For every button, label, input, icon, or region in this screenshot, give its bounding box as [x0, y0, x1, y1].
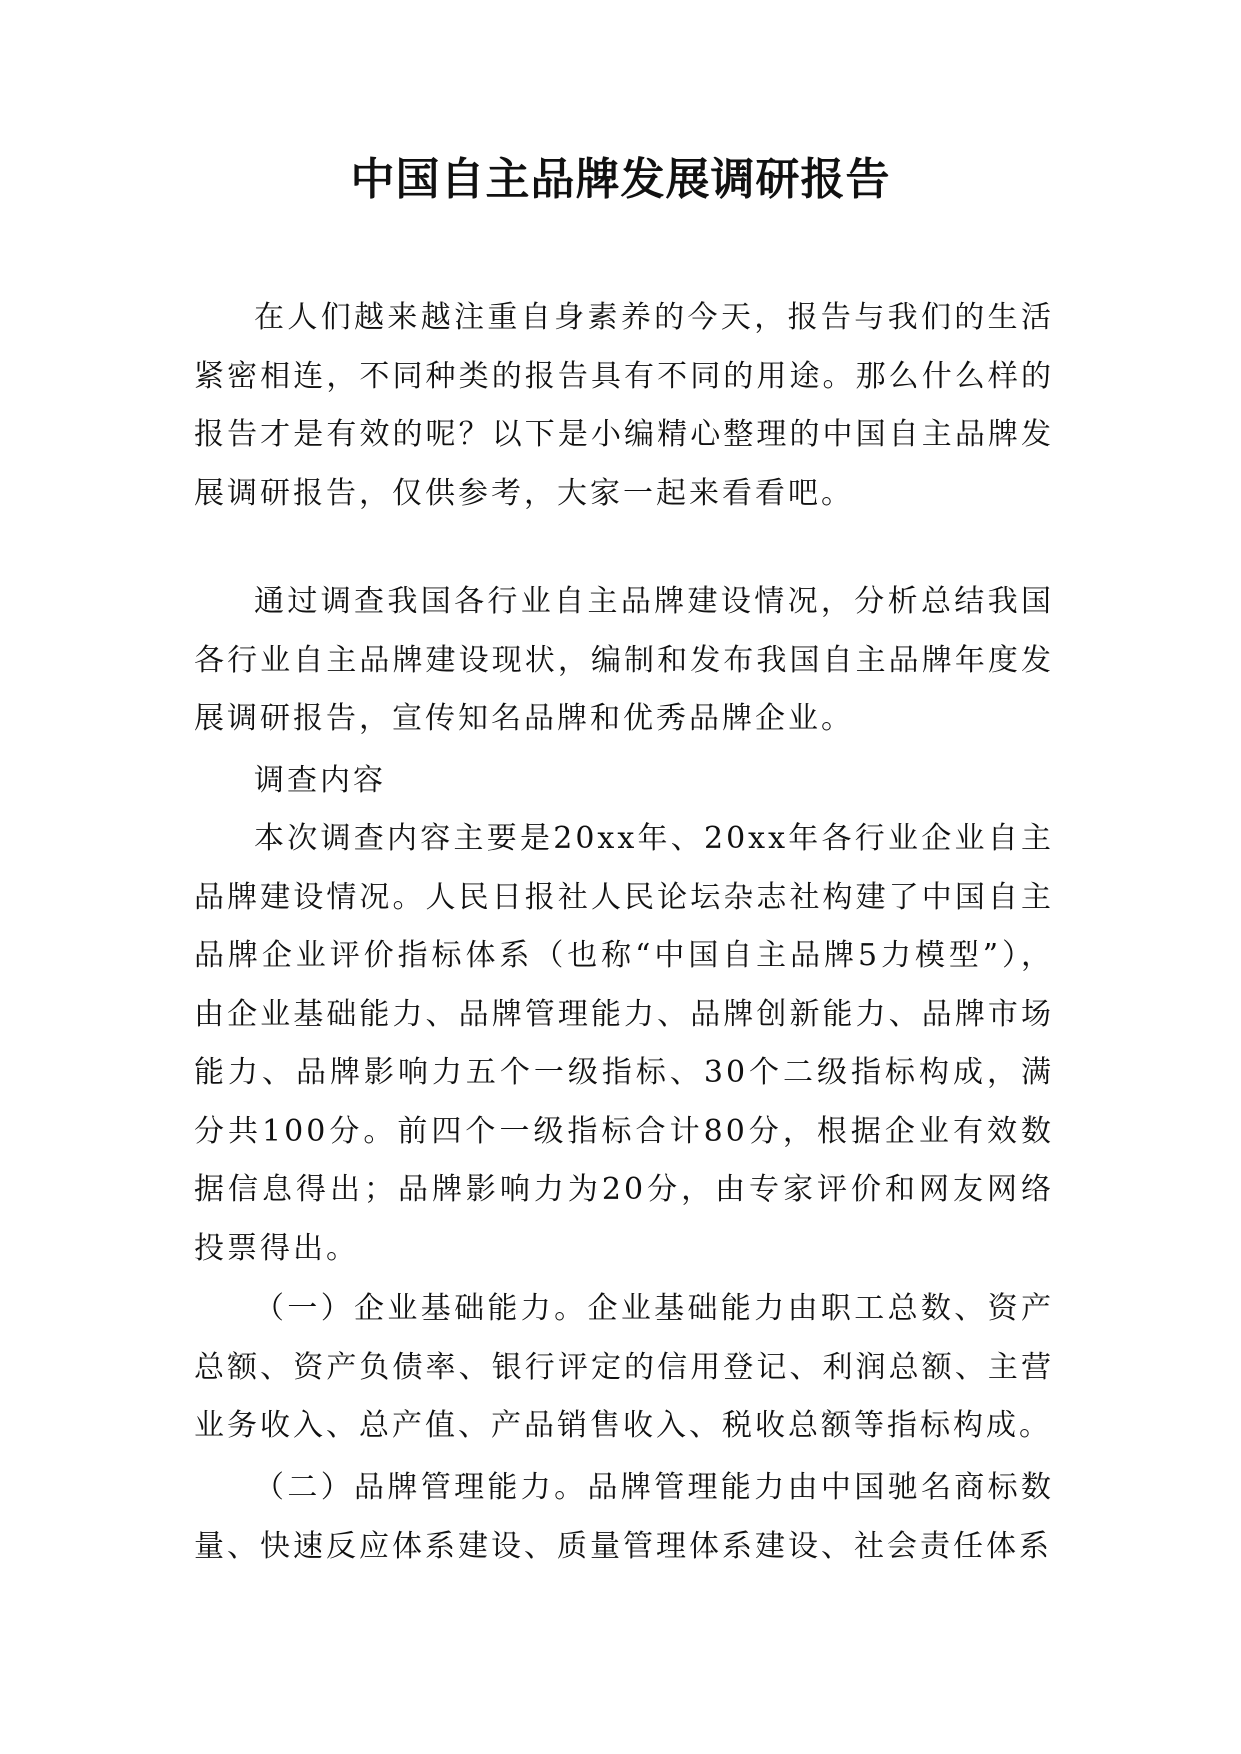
- purpose-paragraph: 通过调查我国各行业自主品牌建设情况，分析总结我国各行业自主品牌建设现状，编制和发布我国自主品牌年度发展调研报告，宣传知名品牌和优秀品牌企业。: [194, 584, 1054, 736]
- section-heading-survey-content: 调查内容: [254, 763, 386, 798]
- brand-management-paragraph: （二）品牌管理能力。品牌管理能力由中国驰名商标数量、快速反应体系建设、质量管理体系建设、社会责任体系: [194, 1470, 1054, 1564]
- document-title: 中国自主品牌发展调研报告: [350, 154, 891, 205]
- basic-capability-paragraph: （一）企业基础能力。企业基础能力由职工总数、资产总额、资产负债率、银行评定的信用登记、利润总额、主营业务收入、总产值、产品销售收入、税收总额等指标构成。: [194, 1291, 1054, 1443]
- survey-content-paragraph: 本次调查内容主要是20xx年、20xx年各行业企业自主品牌建设情况。人民日报社人民论坛杂志社构建了中国自主品牌企业评价指标体系（也称“中国自主品牌5力模型”），由企业基础能力、品牌管理能力、品牌创新能力、品牌市场能力、品牌影响力五个一级指标、30个二级指标构成，满分共100分。前四个一级指标合计80分，根据企业有效数据信息得出；品牌影响力为20分，由专家评价和网友网络投票得出。: [194, 821, 1054, 1266]
- intro-paragraph: 在人们越来越注重自身素养的今天，报告与我们的生活紧密相连，不同种类的报告具有不同的用途。那么什么样的报告才是有效的呢？以下是小编精心整理的中国自主品牌发展调研报告，仅供参考，大家一起来看看吧。: [194, 300, 1054, 511]
